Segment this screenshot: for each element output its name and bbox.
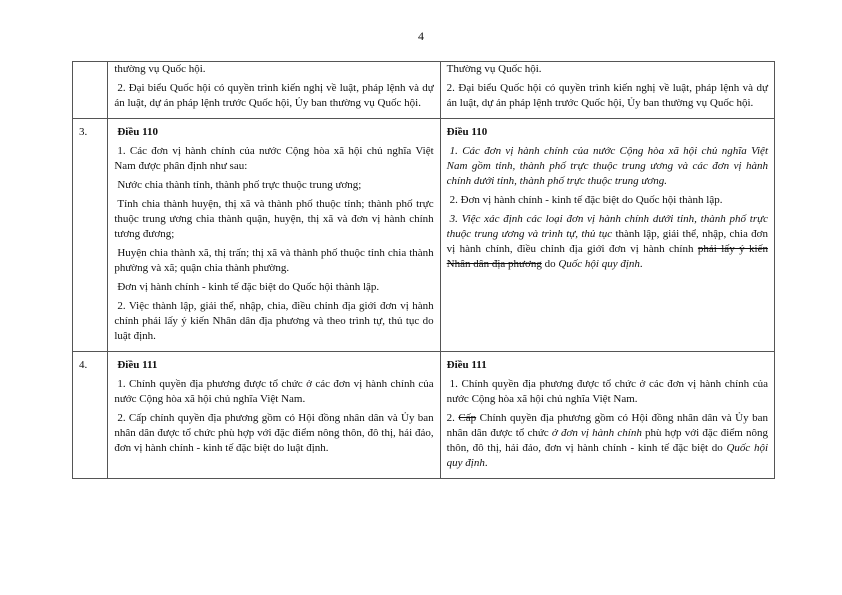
text: . — [639, 258, 643, 270]
italic-text: ở đơn vị hành chính — [551, 427, 642, 439]
paragraph: 2. Đại biểu Quốc hội có quyền trình kiến nghị về luật, pháp lệnh và dự án luật, dự án pháp lệnh trước Quốc hội, Ủy ban thường vụ Quốc hội. — [114, 82, 434, 109]
paragraph: Thường vụ Quốc hội. — [446, 63, 542, 75]
comparison-table — [72, 61, 775, 479]
row-number — [73, 62, 108, 119]
table-row — [73, 119, 775, 352]
paragraph: 1. Chính quyền địa phương được tổ chức ở các đơn vị hành chính của nước Cộng hòa xã hội chủ nghĩa Việt Nam. — [446, 378, 768, 405]
article-title: Điều 111 — [446, 359, 487, 371]
struck-text: phải lấy ý kiến Nhân dân địa phương — [446, 243, 768, 270]
article-title: Điều 110 — [117, 126, 158, 138]
text: . — [484, 457, 488, 469]
struck-text: Cấp — [458, 412, 477, 424]
paragraph: 2. Cấp chính quyền địa phương gồm có Hội đồng nhân dân và Ủy ban nhân dân được tổ chức phù hợp với đặc điểm nông thôn, đô thị, hải đảo, đơn vị hành chính - kinh tế đặc biệt do luật định. — [114, 412, 434, 454]
text: do — [541, 258, 559, 270]
paragraph: Đơn vị hành chính - kinh tế đặc biệt do Quốc hội thành lập. — [117, 281, 380, 293]
paragraph: 2. Đại biểu Quốc hội có quyền trình kiến nghị về luật, pháp lệnh và dự án luật, dự án pháp lệnh trước Quốc hội, Ủy ban thường vụ Quốc hội. — [446, 82, 768, 109]
italic-text: 3. Việc xác định các loại đơn vị hành chính dưới tỉnh, thành phố trực thuộc trung ương và trình tự, thủ tục — [446, 213, 768, 240]
paragraph: 2. Đơn vị hành chính - kinh tế đặc biệt do Quốc hội thành lập. — [449, 194, 723, 206]
proposed-text-cell — [440, 352, 774, 479]
page-number: 4 — [418, 29, 424, 43]
paragraph: 1. Các đơn vị hành chính của nước Cộng hòa xã hội chủ nghĩa Việt Nam gồm tỉnh, thành phố trực thuộc trung ương và các đơn vị hành chính dưới tỉnh, thành phố trực thuộc trung ương. — [446, 145, 768, 187]
paragraph: 2. Việc thành lập, giải thể, nhập, chia, điều chỉnh địa giới đơn vị hành chính phải lấy ý kiến Nhân dân địa phương và theo trình tự, thủ tục do luật định. — [114, 300, 434, 342]
proposed-text-cell — [440, 119, 774, 352]
paragraph: 1. Chính quyền địa phương được tổ chức ở các đơn vị hành chính của nước Cộng hòa xã hội chủ nghĩa Việt Nam. — [114, 378, 434, 405]
paragraph — [447, 411, 768, 471]
paragraph: Huyện chia thành xã, thị trấn; thị xã và thành phố thuộc tỉnh chia thành phường và xã; quận chia thành phường. — [114, 247, 434, 274]
current-text-cell — [108, 62, 440, 119]
row-number: 3. — [73, 119, 108, 352]
italic-text: Quốc hội quy định — [558, 258, 640, 270]
current-text-cell — [108, 119, 440, 352]
text: 2. — [446, 412, 459, 424]
paragraph — [447, 212, 768, 272]
paragraph: 1. Các đơn vị hành chính của nước Cộng hòa xã hội chủ nghĩa Việt Nam được phân định như sau: — [114, 145, 434, 172]
current-text-cell — [108, 352, 440, 479]
italic-text: Quốc hội quy định — [446, 442, 768, 469]
row-number: 4. — [73, 352, 108, 479]
article-title: Điều 111 — [117, 359, 158, 371]
proposed-text-cell — [440, 62, 774, 119]
text: thành lập, giải thể, nhập, chia đơn vị hành chính, điều chỉnh địa giới đơn vị hành chính — [446, 228, 768, 255]
paragraph: Tỉnh chia thành huyện, thị xã và thành phố thuộc tỉnh; thành phố trực thuộc trung ương chia thành quận, huyện, thị xã và đơn vị hành chính tương đương; — [114, 198, 434, 240]
paragraph: Nước chia thành tỉnh, thành phố trực thuộc trung ương; — [117, 179, 362, 191]
table-row — [73, 62, 775, 119]
text: phù hợp với đặc điểm nông thôn, đô thị, hải đảo, đơn vị hành chính - kinh tế đặc biệt do — [446, 427, 768, 454]
article-title: Điều 110 — [446, 126, 488, 138]
text: Chính quyền địa phương gồm có Hội đồng nhân dân và Ủy ban nhân dân được tổ chức — [446, 412, 769, 439]
paragraph: thường vụ Quốc hội. — [114, 63, 206, 75]
table-row — [73, 352, 775, 479]
